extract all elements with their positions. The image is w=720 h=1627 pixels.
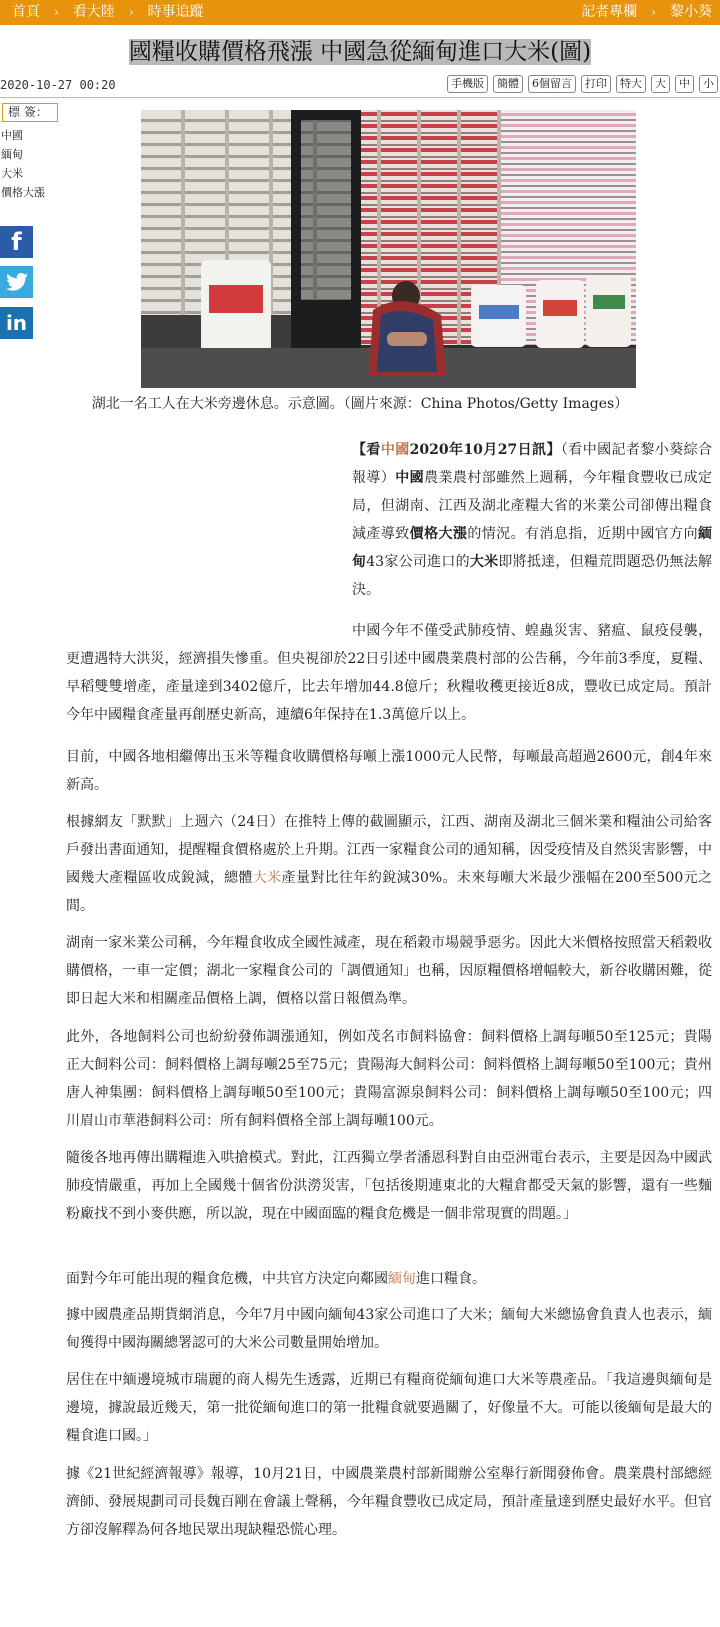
print-button[interactable]: 打印	[581, 75, 611, 93]
paragraph-3: 目前，中國各地相繼傳出玉米等糧食收購價格每噸上漲1000元人民幣，每噸最高超過2600元，創4年來新高。	[66, 749, 712, 793]
font-medium-button[interactable]: 中	[675, 75, 694, 93]
paragraph-4	[66, 808, 712, 920]
paragraph-8	[66, 1265, 712, 1293]
linkedin-icon: in	[5, 311, 28, 335]
paragraph-11: 據《21世紀經濟報導》報導，10月21日，中國農業農村部新聞辦公室舉行新聞發佈會。農業農村部總經濟師、發展規劃司司長魏百剛在會議上聲稱，今年糧食豐收已成定局，預計產量達到歷史最好水平。但官方卻沒解釋為何各地民眾出現缺糧恐慌心理。	[66, 1466, 712, 1538]
tag-item[interactable]: 價格大漲	[1, 186, 45, 199]
article-toolbar	[447, 75, 718, 93]
paragraph-text: 產量對比往年約銳減30%。未來每噸大米最少漲幅在200至500元之間。	[66, 870, 713, 914]
tags-label: 標 簽：	[2, 103, 58, 122]
paragraph-6: 此外，各地飼料公司也紛紛發佈調漲通知，例如茂名市飼料協會：飼料價格上調每噸50至125元；貴陽正大飼料公司：飼料價格上調每噸25至75元；貴陽海大飼料公司：飼料價格上調每噸50至100元；貴州唐人神集團：飼料價格上調每噸50至100元；貴陽富源泉飼料公司：飼料價格上調每噸50至100元；四川眉山市華港飼料公司：所有飼料價格全部上調每噸100元。	[66, 1029, 712, 1129]
lead-paragraph	[352, 436, 712, 604]
simplified-chinese-button[interactable]: 簡體	[493, 75, 523, 93]
rice-warehouse-image	[141, 110, 636, 388]
twitter-share-button[interactable]	[0, 266, 33, 298]
crumb-author-column[interactable]: 記者專欄	[581, 4, 638, 20]
keyword-myanmar: 緬甸	[352, 526, 713, 570]
breadcrumb-separator: ›	[54, 5, 59, 19]
tag-item[interactable]: 大米	[1, 167, 23, 180]
keyword-link-rice[interactable]: 大米	[252, 870, 282, 886]
tag-list	[1, 126, 45, 202]
article-meta	[0, 75, 720, 97]
crumb-china[interactable]: 看大陸	[72, 4, 115, 20]
paragraph-5: 湖南一家米業公司稱，今年糧食收成全國性減產，現在稻穀市場競爭惡劣。因此大米價格按照當天稻穀收購價格，一車一定價；湖北一家糧食公司的「調價通知」也稱，因原糧價格增幅較大，新谷收購困難，從即日起大米和相關產品價格上調，價格以當日報價為準。	[66, 935, 712, 1007]
lead-text: 即將抵達，但糧荒問題恐仍無法解決。	[352, 554, 713, 598]
comments-button[interactable]: 6個留言	[528, 75, 576, 93]
publish-datetime: 2020-10-27 00:20	[0, 78, 116, 92]
facebook-share-button[interactable]	[0, 226, 33, 258]
keyword-price-surge: 價格大漲	[409, 526, 468, 542]
keyword-link[interactable]: 中國	[380, 442, 410, 458]
paragraph-9: 據中國農產品期貨網消息，今年7月中國向緬甸43家公司進口了大米；緬甸大米總協會負責人也表示，緬甸獲得中國海關總署認可的大米公司數量開始增加。	[66, 1307, 712, 1351]
keyword-link-myanmar[interactable]: 緬甸	[388, 1271, 416, 1287]
font-large-button[interactable]: 大	[651, 75, 670, 93]
mobile-version-button[interactable]: 手機版	[447, 75, 488, 93]
font-small-button[interactable]: 小	[699, 75, 718, 93]
author-breadcrumb	[581, 0, 720, 25]
paragraph-7: 隨後各地再傳出購糧進入哄搶模式。對此，江西獨立學者潘恩科對自由亞洲電台表示，主要是因為中國武肺疫情嚴重，再加上全國幾十個省份洪澇災害，「包括後期連東北的大糧倉都受天氣的影響，還有一些麵粉廠找不到小麥供應，所以說，現在中國面臨的糧食危機是一個非常現實的問題。」	[66, 1150, 712, 1222]
lead-text: 43家公司進口的	[366, 554, 470, 570]
photo-caption: 湖北一名工人在大米旁邊休息。示意圖。（圖片來源：China Photos/Getty Images）	[91, 396, 629, 412]
page-title-text: 國糧收購價格飛漲 中國急從緬甸進口大米(圖)	[128, 39, 592, 65]
font-xlarge-button[interactable]: 特大	[616, 75, 646, 93]
tag-item[interactable]: 中國	[1, 129, 23, 142]
keyword-china: 中國	[395, 470, 425, 486]
tag-item[interactable]: 緬甸	[1, 148, 23, 161]
page-title	[0, 37, 720, 67]
dateline-open: 【看	[352, 442, 381, 458]
paragraph-text: 根據網友「默默」上週六（24日）在推特上傳的截圖顯示，江西、湖南及湖北三個米業和糧油公司給客戶發出書面通知，提醒糧食價格處於上升期。江西一家糧食公司的通知稱，因受疫情及自然災害影響，中國幾大產糧區收成銳減，總體	[66, 814, 712, 886]
dateline-date: 2020年10月27日訊】	[409, 442, 561, 458]
paragraph-text: 面對今年可能出現的糧食危機，中共官方決定向鄰國	[66, 1271, 388, 1287]
linkedin-share-button[interactable]	[0, 307, 33, 339]
paragraph-text: 進口糧食。	[416, 1271, 486, 1287]
keyword-rice: 大米	[469, 554, 499, 570]
lead-text: 的情況。有消息指，近期中國官方向	[467, 526, 699, 542]
twitter-icon	[6, 273, 28, 291]
crumb-current-affairs[interactable]: 時事追蹤	[147, 4, 204, 20]
breadcrumb	[0, 0, 204, 25]
byline: （看中國記者黎小葵綜合報導）	[352, 442, 713, 486]
article-photo	[141, 110, 636, 388]
lead-text: 農業農村部雖然上週稱，今年糧食豐收已成定局，但湖南、江西及湖北產糧大省的米業公司卻傳出糧食減產導致	[352, 470, 713, 542]
breadcrumb-separator: ›	[651, 5, 656, 19]
facebook-icon: f	[11, 228, 22, 256]
divider	[0, 97, 720, 98]
crumb-author-name[interactable]: 黎小葵	[670, 4, 712, 20]
top-nav-bar	[0, 0, 720, 25]
breadcrumb-separator: ›	[128, 5, 134, 19]
paragraph-2: 中國今年不僅受武肺疫情、蝗蟲災害、豬瘟、鼠疫侵襲，更遭遇特大洪災，經濟損失慘重。但央視卻於22日引述中國農業農村部的公告稱，今年前3季度，夏糧、早稻雙雙增產，產量達到3402億斤，比去年增加44.8億斤；秋糧收穫更接近8成，豐收已成定局。預計今年中國糧食產量再創歷史新高，連續6年保持在1.3萬億斤以上。	[66, 623, 712, 723]
crumb-home[interactable]: 首頁	[12, 4, 40, 20]
paragraph-10: 居住在中緬邊境城市瑞麗的商人楊先生透露，近期已有糧商從緬甸進口大米等農產品。「我這邊與緬甸是邊境，據說最近幾天，第一批從緬甸進口的第一批糧食就要過關了，好像量不大。可能以後緬甸是最大的糧食進口國。」	[66, 1372, 712, 1444]
